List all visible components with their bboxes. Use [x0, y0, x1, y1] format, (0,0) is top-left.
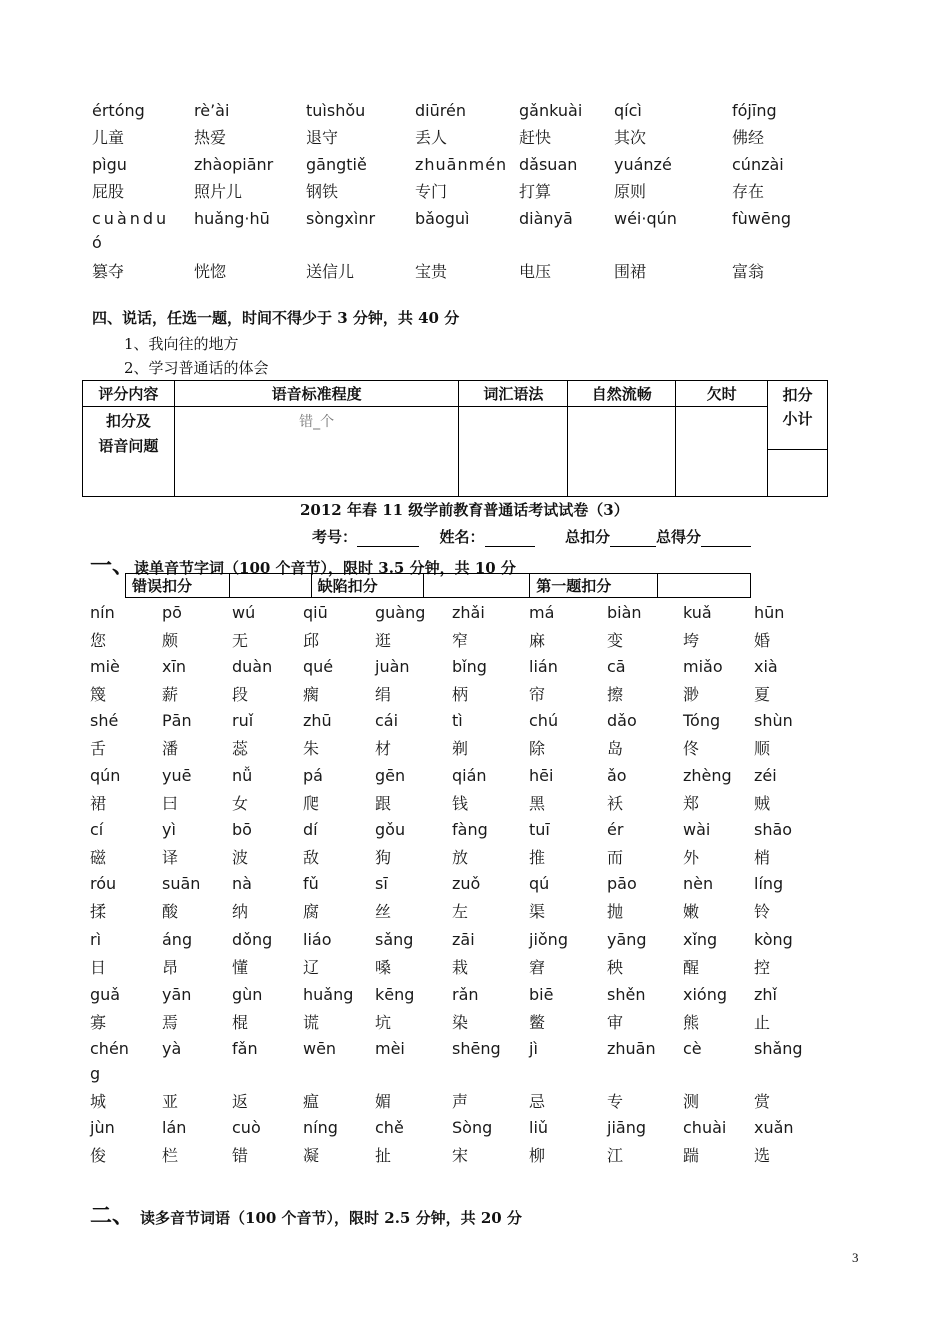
q1-deduct-cell[interactable] — [658, 574, 751, 598]
header-deduct-subtotal — [768, 381, 828, 450]
syllable-pinyin: yāng — [607, 930, 647, 949]
syllable-pinyin: zuǒ — [452, 874, 481, 893]
syllable-hanzi: 声 — [452, 1092, 469, 1111]
syllable-pinyin: shé — [90, 711, 119, 730]
syllable-hanzi: 剃 — [452, 739, 469, 758]
word-hanzi: 富翁 — [732, 262, 765, 281]
header-subtotal: 小计 — [782, 410, 813, 428]
word-hanzi: 恍惚 — [194, 262, 227, 281]
syllable-pinyin: hēi — [529, 766, 554, 785]
syllable-pinyin: zhǎi — [452, 603, 485, 622]
syllable-pinyin: gǒu — [375, 820, 406, 839]
syllable-pinyin: ruǐ — [232, 711, 254, 730]
syllable-pinyin: kuǎ — [683, 603, 712, 622]
section-1-num: 一、 — [90, 554, 135, 579]
syllable-pinyin: bō — [232, 820, 252, 839]
syllable-pinyin: líng — [754, 874, 784, 893]
word-pinyin: dǎsuan — [519, 155, 578, 174]
syllable-pinyin: jùn — [90, 1118, 115, 1137]
syllable-hanzi: 媚 — [375, 1092, 392, 1111]
syllable-hanzi: 懂 — [232, 958, 249, 977]
syllable-pinyin-cheng-line2: g — [90, 1064, 101, 1083]
syllable-pinyin: xīn — [162, 657, 187, 676]
syllable-hanzi: 舌 — [90, 739, 107, 758]
syllable-pinyin-cheng-line1: chén — [90, 1039, 129, 1058]
syllable-hanzi: 而 — [607, 848, 624, 867]
syllable-hanzi: 栽 — [452, 958, 469, 977]
syllable-hanzi: 俊 — [90, 1146, 107, 1165]
syllable-hanzi: 裙 — [90, 794, 107, 813]
syllable-pinyin: shāo — [754, 820, 793, 839]
syllable-hanzi: 棍 — [232, 1013, 249, 1032]
section-1-title: 读单音节字词（100 个音节），限时 3.5 分钟，共 10 分 — [134, 559, 516, 577]
syllable-hanzi: 城 — [90, 1092, 107, 1111]
subtotal-cell[interactable] — [768, 450, 828, 497]
exam-no-blank[interactable] — [357, 532, 419, 547]
word-hanzi: 电压 — [519, 262, 552, 281]
syllable-pinyin: Tóng — [683, 711, 721, 730]
syllable-pinyin: xióng — [683, 985, 727, 1004]
syllable-pinyin: guàng — [375, 603, 426, 622]
syllable-pinyin: lán — [162, 1118, 187, 1137]
syllable-hanzi: 段 — [232, 685, 249, 704]
syllable-pinyin: kòng — [754, 930, 793, 949]
syllable-pinyin: chú — [529, 711, 559, 730]
syllable-pinyin: biē — [529, 985, 554, 1004]
syllable-hanzi: 踹 — [683, 1146, 700, 1165]
syllable-hanzi: 郑 — [683, 794, 700, 813]
word-hanzi: 退守 — [306, 128, 339, 147]
syllable-hanzi: 江 — [607, 1146, 624, 1165]
page-number: 3 — [852, 1250, 859, 1265]
pinyin-cuanduo-line2: ó — [92, 233, 102, 252]
syllable-pinyin: miǎo — [683, 657, 723, 676]
syllable-pinyin: chuài — [683, 1118, 727, 1137]
syllable-hanzi: 朱 — [303, 739, 320, 758]
syllable-hanzi: 宋 — [452, 1146, 469, 1165]
syllable-pinyin: zāi — [452, 930, 475, 949]
word-hanzi: 赶快 — [519, 128, 552, 147]
word-pinyin: gǎnkuài — [519, 101, 583, 120]
exam-no-label: 考号： — [312, 528, 358, 546]
syllable-hanzi: 顺 — [754, 739, 771, 758]
row-label-cell — [83, 407, 175, 497]
word-pinyin: zhuānmén — [415, 155, 508, 174]
syllable-pinyin: yì — [162, 820, 176, 839]
defect-deduct-label: 缺陷扣分 — [311, 574, 424, 598]
syllable-pinyin: wú — [232, 603, 256, 622]
syllable-hanzi: 推 — [529, 848, 546, 867]
syllable-hanzi: 黑 — [529, 794, 546, 813]
word-pinyin: huǎng·hū — [194, 209, 270, 228]
syllable-hanzi: 谎 — [303, 1013, 320, 1032]
syllable-hanzi: 铃 — [754, 902, 771, 921]
syllable-pinyin: cái — [375, 711, 399, 730]
syllable-hanzi: 瘟 — [303, 1092, 320, 1111]
syllable-hanzi: 审 — [607, 1013, 624, 1032]
defect-deduct-cell[interactable] — [424, 574, 530, 598]
syllable-pinyin: zhuān — [607, 1039, 656, 1058]
word-pinyin: gāngtiě — [306, 155, 367, 174]
word-pinyin: diànyā — [519, 209, 573, 228]
word-pinyin: bǎoguì — [415, 209, 470, 228]
syllable-pinyin: shěn — [607, 985, 646, 1004]
syllable-pinyin: qún — [90, 766, 121, 785]
syllable-pinyin: liáo — [303, 930, 332, 949]
header-deduct: 扣分 — [782, 386, 813, 404]
syllable-pinyin: dǒng — [232, 930, 273, 949]
syllable-pinyin: shǎng — [754, 1039, 803, 1058]
syllable-hanzi: 错 — [232, 1146, 249, 1165]
syllable-pinyin: rǎn — [452, 985, 479, 1004]
syllable-pinyin: xuǎn — [754, 1118, 794, 1137]
syllable-pinyin: duàn — [232, 657, 273, 676]
syllable-pinyin: yān — [162, 985, 192, 1004]
syllable-hanzi: 薪 — [162, 685, 179, 704]
section-2-num: 二、 — [90, 1204, 135, 1229]
word-pinyin: zhàopiānr — [194, 155, 274, 174]
word-hanzi: 存在 — [732, 182, 765, 201]
syllable-hanzi: 纳 — [232, 902, 249, 921]
syllable-hanzi: 赏 — [754, 1092, 771, 1111]
syllable-pinyin: ér — [607, 820, 624, 839]
name-blank[interactable] — [485, 532, 535, 547]
word-pinyin: tuìshǒu — [306, 101, 366, 120]
syllable-hanzi: 抛 — [607, 902, 624, 921]
syllable-pinyin: wēn — [303, 1039, 337, 1058]
syllable-hanzi: 潘 — [162, 739, 179, 758]
exam-title: 2012 年春 11 级学前教育普通话考试试卷（3） — [300, 501, 629, 519]
syllable-pinyin: nín — [90, 603, 115, 622]
syllable-hanzi: 亚 — [162, 1092, 179, 1111]
syllable-hanzi: 绢 — [375, 685, 392, 704]
syllable-hanzi: 佟 — [683, 739, 700, 758]
header-vocab-grammar: 词汇语法 — [459, 381, 568, 407]
syllable-hanzi: 译 — [162, 848, 179, 867]
syllable-hanzi: 嫩 — [683, 902, 700, 921]
syllable-hanzi: 逛 — [375, 631, 392, 650]
syllable-hanzi: 日 — [90, 958, 107, 977]
syllable-hanzi: 外 — [683, 848, 700, 867]
word-hanzi: 宝贵 — [415, 262, 448, 281]
syllable-hanzi: 渠 — [529, 902, 546, 921]
syllable-hanzi: 醒 — [683, 958, 700, 977]
syllable-hanzi: 鳖 — [529, 1013, 546, 1032]
syllable-hanzi: 贼 — [754, 794, 771, 813]
syllable-pinyin: pá — [303, 766, 323, 785]
error-count-cell[interactable] — [174, 407, 459, 497]
syllable-hanzi: 柳 — [529, 1146, 546, 1165]
syllable-pinyin: qué — [303, 657, 334, 676]
syllable-hanzi: 测 — [683, 1092, 700, 1111]
syllable-hanzi: 放 — [452, 848, 469, 867]
word-hanzi: 原则 — [614, 182, 647, 201]
word-pinyin: rè’ài — [194, 101, 230, 120]
syllable-pinyin: xǐng — [683, 930, 718, 949]
syllable-pinyin: kēng — [375, 985, 415, 1004]
syllable-pinyin: gēn — [375, 766, 406, 785]
deduct-table — [125, 573, 751, 598]
vocab-grammar-cell[interactable] — [459, 407, 568, 497]
syllable-hanzi: 窘 — [529, 958, 546, 977]
syllable-pinyin: sī — [375, 874, 388, 893]
syllable-pinyin: jì — [529, 1039, 538, 1058]
syllable-hanzi: 选 — [754, 1146, 771, 1165]
syllable-pinyin: chě — [375, 1118, 404, 1137]
syllable-pinyin: pāo — [607, 874, 637, 893]
word-hanzi: 热爱 — [194, 128, 227, 147]
row-label-deduct: 扣分及 — [105, 412, 151, 430]
word-hanzi: 送信儿 — [306, 262, 355, 281]
syllable-pinyin: zhǐ — [754, 985, 777, 1004]
error-deduct-cell[interactable] — [229, 574, 311, 598]
word-pinyin: sòngxìnr — [306, 209, 376, 228]
syllable-pinyin: xià — [754, 657, 778, 676]
syllable-hanzi: 除 — [529, 739, 546, 758]
syllable-hanzi: 蕊 — [232, 739, 249, 758]
syllable-pinyin: bǐng — [452, 657, 487, 676]
syllable-hanzi: 专 — [607, 1092, 624, 1111]
syllable-hanzi: 扯 — [375, 1146, 392, 1165]
syllable-hanzi: 篾 — [90, 685, 107, 704]
word-hanzi: 围裙 — [614, 262, 647, 281]
word-pinyin: yuánzé — [614, 155, 672, 174]
error-count-hint: 错_个 — [299, 414, 335, 430]
syllable-hanzi: 垮 — [683, 631, 700, 650]
syllable-hanzi: 颇 — [162, 631, 179, 650]
word-pinyin: fójīng — [732, 101, 777, 120]
syllable-hanzi: 邱 — [303, 631, 320, 650]
word-hanzi: 屁股 — [92, 182, 125, 201]
syllable-hanzi: 麻 — [529, 631, 546, 650]
syllable-hanzi: 窄 — [452, 631, 469, 650]
syllable-hanzi: 变 — [607, 631, 624, 650]
syllable-pinyin: nèn — [683, 874, 714, 893]
syllable-hanzi: 材 — [375, 739, 392, 758]
syllable-hanzi: 凝 — [303, 1146, 320, 1165]
syllable-hanzi: 忌 — [529, 1092, 546, 1111]
syllable-pinyin: yà — [162, 1039, 182, 1058]
syllable-hanzi: 腐 — [303, 902, 320, 921]
syllable-pinyin: yuē — [162, 766, 192, 785]
topic-2: 2、学习普通话的体会 — [124, 359, 269, 377]
syllable-pinyin: róu — [90, 874, 117, 893]
word-hanzi: 专门 — [415, 182, 448, 201]
word-pinyin: diūrén — [415, 101, 466, 120]
syllable-pinyin: biàn — [607, 603, 642, 622]
syllable-hanzi: 嗓 — [375, 958, 392, 977]
syllable-pinyin: zhèng — [683, 766, 732, 785]
syllable-hanzi: 控 — [754, 958, 771, 977]
syllable-pinyin: nà — [232, 874, 252, 893]
exam-info-line — [312, 526, 751, 547]
syllable-hanzi: 酸 — [162, 902, 179, 921]
syllable-pinyin: liǔ — [529, 1118, 549, 1137]
syllable-hanzi: 跟 — [375, 794, 392, 813]
header-scoring-content: 评分内容 — [83, 381, 175, 407]
syllable-pinyin: zéi — [754, 766, 777, 785]
syllable-hanzi: 敌 — [303, 848, 320, 867]
total-deduct-label: 总扣分 — [564, 528, 610, 546]
syllable-pinyin: shēng — [452, 1039, 501, 1058]
syllable-pinyin: nǚ — [232, 766, 253, 785]
q1-deduct-label: 第一题扣分 — [530, 574, 658, 598]
syllable-pinyin: Pān — [162, 711, 192, 730]
syllable-pinyin: cí — [90, 820, 104, 839]
word-pinyin: fùwēng — [732, 209, 791, 228]
syllable-pinyin: dǎo — [607, 711, 637, 730]
total-score-label: 总得分 — [655, 528, 701, 546]
syllable-hanzi: 曰 — [162, 794, 179, 813]
syllable-pinyin: shùn — [754, 711, 793, 730]
name-label: 姓名： — [439, 528, 485, 546]
syllable-hanzi: 坑 — [375, 1013, 392, 1032]
syllable-hanzi: 秧 — [607, 958, 624, 977]
syllable-pinyin: wài — [683, 820, 711, 839]
syllable-pinyin: tì — [452, 711, 463, 730]
syllable-hanzi: 帘 — [529, 685, 546, 704]
section-2-title: 读多音节词语（100 个音节），限时 2.5 分钟，共 20 分 — [140, 1209, 522, 1227]
syllable-pinyin: fǎn — [232, 1039, 258, 1058]
syllable-pinyin: juàn — [375, 657, 410, 676]
word-hanzi: 其次 — [614, 128, 647, 147]
syllable-pinyin: zhū — [303, 711, 332, 730]
syllable-hanzi: 寡 — [90, 1013, 107, 1032]
syllable-pinyin: gùn — [232, 985, 263, 1004]
syllable-hanzi: 女 — [232, 794, 249, 813]
word-hanzi: 佛经 — [732, 128, 765, 147]
header-time-short: 欠时 — [676, 381, 768, 407]
syllable-hanzi: 辽 — [303, 958, 320, 977]
syllable-pinyin: cā — [607, 657, 626, 676]
syllable-hanzi: 您 — [90, 631, 107, 650]
total-score-blank[interactable] — [701, 532, 751, 547]
syllable-hanzi: 无 — [232, 631, 249, 650]
syllable-pinyin: mèi — [375, 1039, 405, 1058]
syllable-pinyin: fàng — [452, 820, 488, 839]
word-hanzi: 儿童 — [92, 128, 125, 147]
pinyin-cuanduo-line1: cuàndu — [92, 209, 170, 228]
total-deduct-blank[interactable] — [610, 532, 656, 547]
syllable-hanzi: 左 — [452, 902, 469, 921]
row-label-pronunciation: 语音问题 — [98, 437, 159, 455]
syllable-pinyin: lián — [529, 657, 558, 676]
word-pinyin: értóng — [92, 101, 145, 120]
syllable-pinyin: pō — [162, 603, 182, 622]
syllable-pinyin: qián — [452, 766, 487, 785]
syllable-pinyin: qú — [529, 874, 550, 893]
word-hanzi: 打算 — [519, 182, 552, 201]
syllable-hanzi: 止 — [754, 1013, 771, 1032]
word-hanzi: 照片儿 — [194, 182, 243, 201]
syllable-hanzi: 昂 — [162, 958, 179, 977]
word-pinyin: qícì — [614, 101, 642, 120]
syllable-hanzi: 栏 — [162, 1146, 179, 1165]
syllable-hanzi: 返 — [232, 1092, 249, 1111]
syllable-hanzi: 擦 — [607, 685, 624, 704]
syllable-pinyin: suān — [162, 874, 201, 893]
error-deduct-label: 错误扣分 — [126, 574, 230, 598]
syllable-pinyin: guǎ — [90, 985, 121, 1004]
syllable-pinyin: fǔ — [303, 874, 319, 893]
score-table — [82, 380, 828, 497]
header-pronunciation: 语音标准程度 — [174, 381, 459, 407]
syllable-hanzi: 瘸 — [303, 685, 320, 704]
syllable-hanzi: 岛 — [607, 739, 624, 758]
syllable-hanzi: 婚 — [754, 631, 771, 650]
syllable-hanzi: 狗 — [375, 848, 392, 867]
syllable-hanzi: 夏 — [754, 685, 771, 704]
syllable-pinyin: rì — [90, 930, 102, 949]
syllable-hanzi: 揉 — [90, 902, 107, 921]
word-hanzi: 丢人 — [415, 128, 448, 147]
syllable-hanzi: 梢 — [754, 848, 771, 867]
syllable-pinyin: Sòng — [452, 1118, 493, 1137]
section-4-title: 四、说话，任选一题，时间不得少于 3 分钟，共 40 分 — [92, 309, 460, 327]
syllable-hanzi: 波 — [232, 848, 249, 867]
syllable-pinyin: huǎng — [303, 985, 354, 1004]
syllable-pinyin: áng — [162, 930, 193, 949]
syllable-hanzi: 渺 — [683, 685, 700, 704]
syllable-pinyin: sǎng — [375, 930, 414, 949]
syllable-pinyin: qiū — [303, 603, 328, 622]
fluency-cell[interactable] — [568, 407, 676, 497]
syllable-hanzi: 染 — [452, 1013, 469, 1032]
syllable-pinyin: tuī — [529, 820, 550, 839]
syllable-pinyin: miè — [90, 657, 120, 676]
syllable-pinyin: má — [529, 603, 555, 622]
word-pinyin: wéi·qún — [614, 209, 677, 228]
syllable-hanzi: 袄 — [607, 794, 624, 813]
word-hanzi: 钢铁 — [306, 182, 339, 201]
syllable-pinyin: jiāng — [607, 1118, 646, 1137]
syllable-pinyin: dí — [303, 820, 318, 839]
topic-1: 1、我向往的地方 — [124, 335, 239, 353]
syllable-hanzi: 磁 — [90, 848, 107, 867]
syllable-pinyin: jiǒng — [529, 930, 568, 949]
syllable-pinyin: níng — [303, 1118, 338, 1137]
time-short-cell[interactable] — [676, 407, 768, 497]
syllable-pinyin: cè — [683, 1039, 702, 1058]
syllable-pinyin: cuò — [232, 1118, 261, 1137]
word-pinyin: pìgu — [92, 155, 127, 174]
syllable-hanzi: 柄 — [452, 685, 469, 704]
syllable-hanzi: 熊 — [683, 1013, 700, 1032]
syllable-pinyin: ǎo — [607, 766, 627, 785]
word-pinyin: cúnzài — [732, 155, 784, 174]
syllable-hanzi: 焉 — [162, 1013, 179, 1032]
syllable-pinyin: hūn — [754, 603, 785, 622]
header-fluency: 自然流畅 — [568, 381, 676, 407]
word-hanzi: 篡夺 — [92, 262, 125, 281]
section-2-heading — [90, 1199, 522, 1230]
syllable-hanzi: 丝 — [375, 902, 392, 921]
syllable-hanzi: 钱 — [452, 794, 469, 813]
syllable-hanzi: 爬 — [303, 794, 320, 813]
